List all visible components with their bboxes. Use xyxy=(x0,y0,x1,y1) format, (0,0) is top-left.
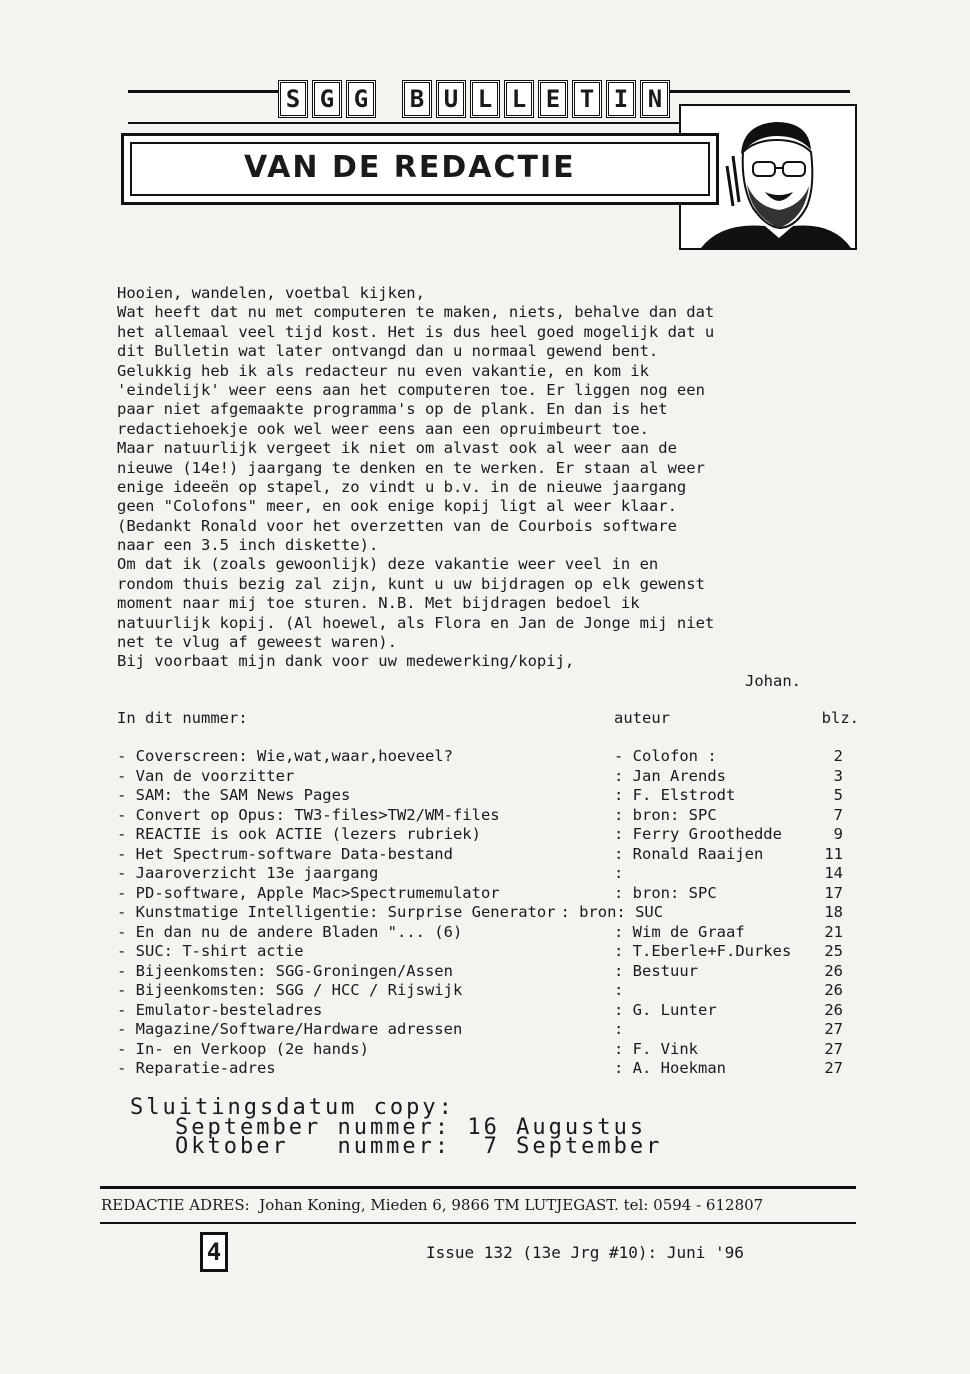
toc-row xyxy=(117,845,859,865)
logo-letter: U xyxy=(436,80,466,118)
toc-row xyxy=(117,1020,859,1040)
toc-title: - REACTIE is ook ACTIE (lezers rubriek) xyxy=(117,825,481,843)
footer-rule-top xyxy=(100,1186,856,1189)
toc-page: 25 xyxy=(824,942,843,960)
toc-row xyxy=(117,1001,859,1021)
toc-title: - In- en Verkoop (2e hands) xyxy=(117,1039,369,1058)
logo-letter: I xyxy=(606,80,636,118)
masthead-rule-bottom xyxy=(128,122,688,124)
toc-page: 26 xyxy=(824,1000,843,1019)
page-number: 4 xyxy=(200,1232,228,1272)
logo-letter: T xyxy=(572,80,602,118)
toc-page: 9 xyxy=(833,825,843,843)
text-line: natuurlijk kopij. (Al hoewel, als Flora en Jan de Jonge mij niet xyxy=(117,613,715,632)
text-line: Wat heeft dat nu met computeren te maken, niets, behalve dan dat xyxy=(117,303,715,322)
text-line: (Bedankt Ronald voor het overzetten van de Courbois software xyxy=(117,516,677,535)
text-line: 'eindelijk' weer eens aan het computeren toe. Er liggen nog een xyxy=(117,380,705,399)
toc-author: : xyxy=(614,864,624,882)
toc-page: 5 xyxy=(833,786,843,804)
toc-row xyxy=(117,767,859,787)
toc-title: - Bijeenkomsten: SGG / HCC / Rijswijk xyxy=(117,981,463,999)
toc-title: - Jaaroverzicht 13e jaargang xyxy=(117,864,379,882)
text-line: nieuwe (14e!) jaargang te denken en te werken. Er staan al weer xyxy=(117,458,705,477)
toc-row xyxy=(117,981,859,1001)
text-line: Gelukkig heb ik als redacteur nu even vakantie, en kom ik xyxy=(117,361,649,380)
editor-address: REDACTIE ADRES: Johan Koning, Mieden 6, 9866 TM LUTJEGAST. tel: 0594 - 612807 xyxy=(101,1196,764,1214)
text-line: Hooien, wandelen, voetbal kijken, xyxy=(117,284,425,302)
toc-page: 21 xyxy=(824,922,843,941)
toc-title: - Het Spectrum-software Data-bestand xyxy=(117,844,453,863)
text-line: naar een 3.5 inch diskette). xyxy=(117,536,379,555)
toc-row xyxy=(117,825,859,845)
toc-title: - SUC: T-shirt actie xyxy=(117,942,304,960)
toc-title: - Van de voorzitter xyxy=(117,766,295,785)
toc-author: : bron: SUC xyxy=(560,903,664,921)
toc-author: : bron: SPC xyxy=(614,805,717,824)
text-line: het allemaal veel tijd kost. Het is dus heel goed mogelijk dat u xyxy=(117,322,715,341)
toc-page: 14 xyxy=(824,864,843,882)
issue-info: Issue 132 (13e Jrg #10): Juni '96 xyxy=(426,1243,744,1262)
toc-page: 26 xyxy=(824,961,843,980)
toc-title: - Reparatie-adres xyxy=(117,1059,276,1077)
toc-author: : Bestuur xyxy=(614,961,698,980)
logo-letter: G xyxy=(312,80,342,118)
text-line: net te vlug af geweest waren). xyxy=(117,633,397,652)
logo-letter: L xyxy=(470,80,500,118)
toc-page: 26 xyxy=(824,981,843,999)
toc-page: 2 xyxy=(833,747,843,765)
toc-page: 11 xyxy=(824,844,843,863)
text-line: paar niet afgemaakte programma's op de plank. En dan is het xyxy=(117,400,668,419)
bulletin-logo xyxy=(278,80,670,118)
toc-author: : bron: SPC xyxy=(614,883,717,902)
text-line: geen "Colofons" meer, en ook enige kopij ligt al weer klaar. xyxy=(117,497,677,516)
toc-row xyxy=(117,864,859,884)
toc-row xyxy=(117,923,859,943)
closing-date-heading: Sluitingsdatum copy: xyxy=(130,1095,455,1120)
toc-title: - Convert op Opus: TW3-files>TW2/WM-files xyxy=(117,805,500,824)
toc-author: : Ferry Groothedde xyxy=(614,825,782,843)
toc-author: : F. Vink xyxy=(614,1039,698,1058)
editorial-text xyxy=(117,284,859,691)
toc-title: - Magazine/Software/Hardware adressen xyxy=(117,1020,463,1038)
toc-title: - En dan nu de andere Bladen "... (6) xyxy=(117,922,463,941)
toc-author: : T.Eberle+F.Durkes xyxy=(614,942,792,960)
toc-author: : A. Hoekman xyxy=(614,1059,726,1077)
toc-author: : xyxy=(614,981,624,999)
footer-rule-bottom xyxy=(100,1222,856,1224)
table-of-contents xyxy=(117,747,859,1079)
section-title-box xyxy=(121,133,719,205)
toc-row xyxy=(117,884,859,904)
toc-row xyxy=(117,747,859,767)
toc-row xyxy=(117,942,859,962)
logo-letter: N xyxy=(640,80,670,118)
section-title: VAN DE REDACTIE xyxy=(244,150,576,185)
toc-row xyxy=(117,806,859,826)
logo-letter: E xyxy=(538,80,568,118)
toc-page: 27 xyxy=(824,1039,843,1058)
toc-author: : xyxy=(614,1020,624,1038)
toc-row xyxy=(117,962,859,982)
toc-page: 27 xyxy=(824,1059,843,1077)
toc-page: 18 xyxy=(824,903,843,921)
toc-title: - Kunstmatige Intelligentie: Surprise Generator xyxy=(117,903,556,921)
toc-page: 27 xyxy=(824,1020,843,1038)
text-line: rondom thuis bezig zal zijn, kunt u uw bijdragen op elk gewenst xyxy=(117,574,705,593)
toc-author: - Colofon : xyxy=(614,747,717,765)
closing-date-october: Oktober nummer: 7 September xyxy=(175,1134,663,1159)
toc-author-heading: auteur xyxy=(614,709,670,727)
text-line: dit Bulletin wat later ontvangd dan u normaal gewend bent. xyxy=(117,342,659,361)
toc-title: - PD-software, Apple Mac>Spectrumemulator xyxy=(117,883,500,902)
closing-date-september: September nummer: 16 Augustus xyxy=(175,1115,647,1140)
text-line: Om dat ik (zoals gewoonlijk) deze vakantie weer veel in en xyxy=(117,555,659,574)
toc-row xyxy=(117,1059,859,1079)
toc-page: 17 xyxy=(824,883,843,902)
toc-row xyxy=(117,786,859,806)
toc-author: : G. Lunter xyxy=(614,1000,717,1019)
signature: Johan. xyxy=(745,671,801,690)
text-line: Maar natuurlijk vergeet ik niet om alvast ook al weer aan de xyxy=(117,439,677,458)
toc-author: : Wim de Graaf xyxy=(614,922,745,941)
logo-letter: B xyxy=(402,80,432,118)
logo-letter: G xyxy=(346,80,376,118)
toc-intro: In dit nummer: xyxy=(117,709,248,727)
toc-title: - SAM: the SAM News Pages xyxy=(117,786,351,804)
toc-page: 3 xyxy=(833,766,843,785)
text-line: redactiehoekje ook wel weer eens aan een opruimbeurt toe. xyxy=(117,419,649,438)
toc-page: 7 xyxy=(833,805,843,824)
text-line: Bij voorbaat mijn dank voor uw medewerking/kopij, xyxy=(117,652,575,671)
text-line: moment naar mij toe sturen. N.B. Met bijdragen bedoel ik xyxy=(117,594,640,613)
toc-title: - Bijeenkomsten: SGG-Groningen/Assen xyxy=(117,961,453,980)
logo-letter: S xyxy=(278,80,308,118)
toc-author: : Jan Arends xyxy=(614,766,726,785)
toc-author: : Ronald Raaijen xyxy=(614,844,764,863)
logo-letter: L xyxy=(504,80,534,118)
toc-row xyxy=(117,1040,859,1060)
toc-author: : F. Elstrodt xyxy=(614,786,736,804)
toc-row xyxy=(117,903,859,923)
toc-title: - Emulator-besteladres xyxy=(117,1000,323,1019)
masthead-rule-top xyxy=(128,90,278,93)
toc-title: - Coverscreen: Wie,wat,waar,hoeveel? xyxy=(117,747,453,765)
masthead-rule-top-right xyxy=(660,90,850,93)
text-line: enige ideeën op stapel, zo vindt u b.v. in de nieuwe jaargang xyxy=(117,477,687,496)
toc-page-heading: blz. xyxy=(821,709,859,727)
